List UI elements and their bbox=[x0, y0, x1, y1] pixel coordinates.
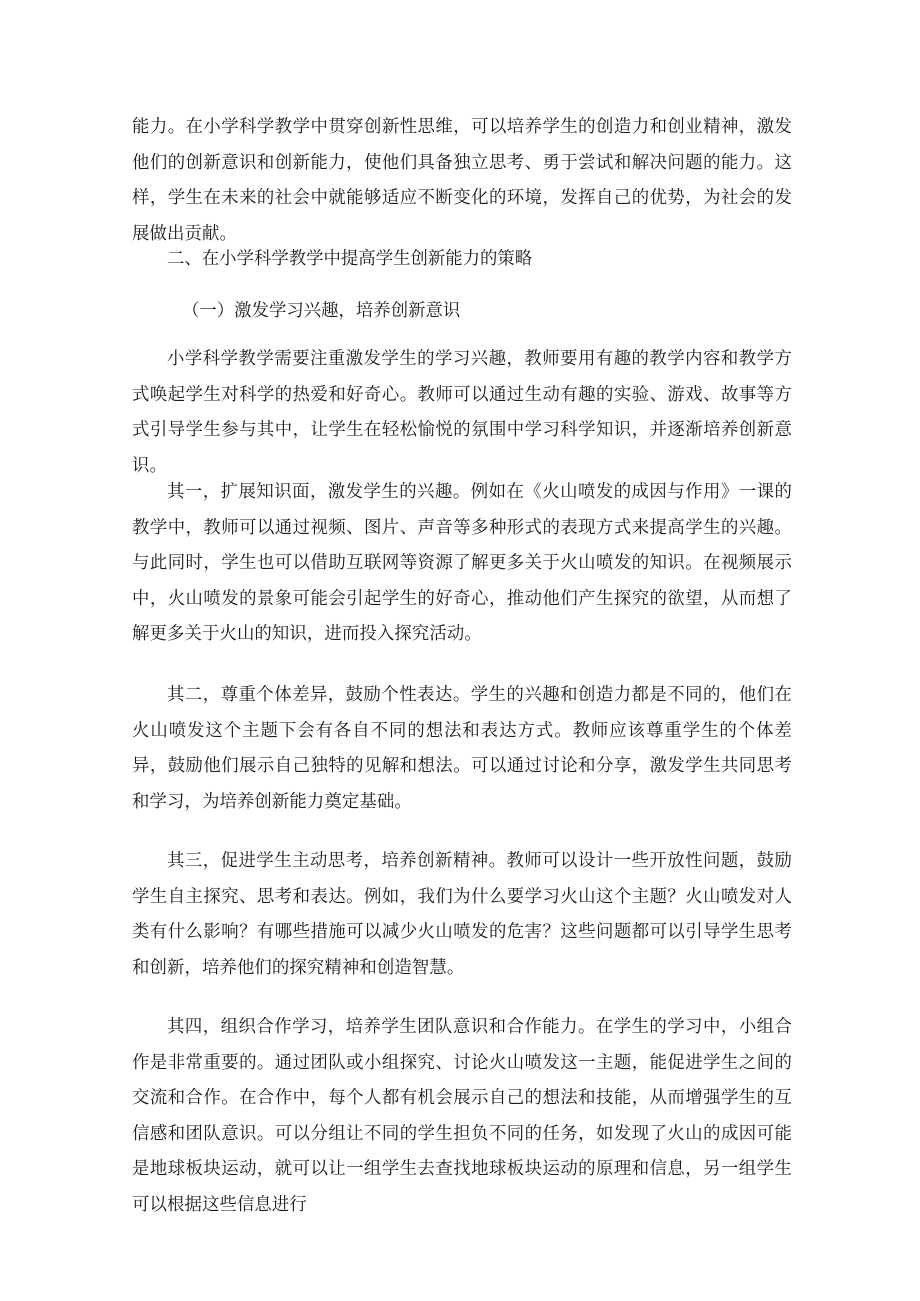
body-paragraph: 小学科学教学需要注重激发学生的学习兴趣，教师要用有趣的教学内容和教学方式唤起学生对科学的热爱和好奇心。教师可以通过生动有趣的实验、游戏、故事等方式引导学生参与其中，让学生在轻松愉悦的氛围中学习科学知识，并逐渐培养创新意识。 bbox=[132, 349, 792, 476]
body-paragraph: 其一，扩展知识面，激发学生的兴趣。例如在《火山喷发的成因与作用》一课的教学中，教师可以通过视频、图片、声音等多种形式的表现方式来提高学生的兴趣。与此同时，学生也可以借助互联网等资源了解更多关于火山喷发的知识。在视频展示中，火山喷发的景象可能会引起学生的好奇心，推动他们产生探究的欲望，从而想了解更多关于火山的知识，进而投入探究活动。 bbox=[132, 482, 792, 644]
body-paragraph: 其二，尊重个体差异，鼓励个性表达。学生的兴趣和创造力都是不同的，他们在火山喷发这个主题下会有各自不同的想法和表达方式。教师应该尊重学生的个体差异，鼓励他们展示自己独特的见解和想法。可以通过讨论和分享，激发学生共同思考和学习，为培养创新能力奠定基础。 bbox=[132, 685, 792, 812]
subsection-heading: （一）激发学习兴趣，培养创新意识 bbox=[182, 301, 461, 321]
body-paragraph: 其四，组织合作学习，培养学生团队意识和合作能力。在学生的学习中，小组合作是非常重要的。通过团队或小组探究、讨论火山喷发这一主题，能促进学生之间的交流和合作。在合作中，每个人都有机会展示自己的想法和技能，从而增强学生的互信感和团队意识。可以分组让不同的学生担负不同的任务，如发现了火山的成因可能是地球板块运动，就可以让一组学生去查找地球板块运动的原理和信息，另一组学生可以根据这些信息进行 bbox=[132, 1017, 792, 1215]
intro-paragraph: 能力。在小学科学教学中贯穿创新性思维，可以培养学生的创造力和创业精神，激发他们的创新意识和创新能力，使他们具备独立思考、勇于尝试和解决问题的能力。这样，学生在未来的社会中就能够适应不断变化的环境，发挥自己的优势，为社会的发展做出贡献。 bbox=[132, 117, 792, 244]
body-paragraph: 其三，促进学生主动思考，培养创新精神。教师可以设计一些开放性问题，鼓励学生自主探究、思考和表达。例如，我们为什么要学习火山这个主题？火山喷发对人类有什么影响？有哪些措施可以减少火山喷发的危害？这些问题都可以引导学生思考和创新，培养他们的探究精神和创造智慧。 bbox=[132, 851, 792, 978]
section-heading: 二、在小学科学教学中提高学生创新能力的策略 bbox=[167, 249, 533, 269]
